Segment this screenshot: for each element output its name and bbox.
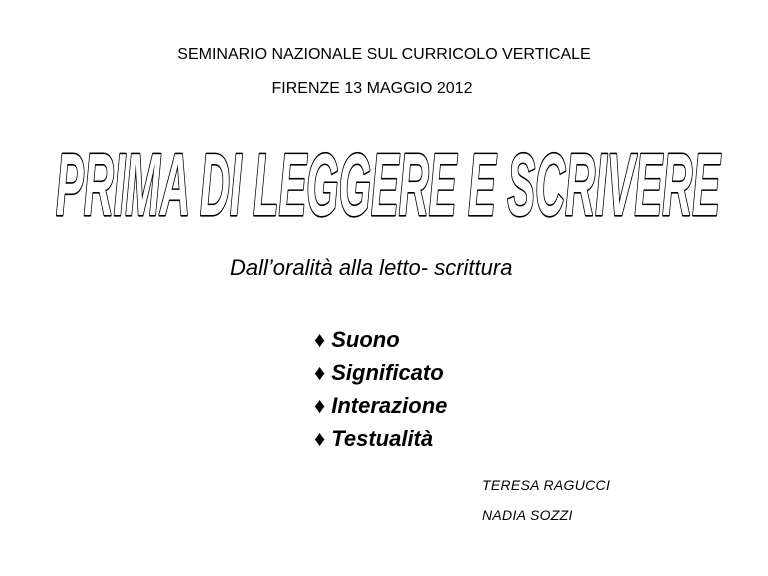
diamond-bullet-icon: ♦ [314,426,326,451]
topic-item-testualita [314,422,447,455]
seminar-title: SEMINARIO NAZIONALE SUL CURRICOLO VERTICALE [177,46,591,63]
diamond-bullet-icon: ♦ [314,360,326,385]
topic-item-suono [314,323,447,356]
main-title-text: PRIMA DI LEGGERE E SCRIVERE [56,135,722,232]
diamond-bullet-icon: ♦ [314,393,326,418]
subtitle: Dall’oralità alla letto- scrittura [230,255,513,280]
topic-label: Significato [331,360,444,385]
topic-label: Suono [331,327,400,352]
main-title [52,132,724,232]
topic-label: Testualità [331,426,434,451]
author-name: NADIA SOZZI [482,507,573,523]
author-name: TERESA RAGUCCI [482,477,611,493]
topic-item-significato [314,356,447,389]
topic-label: Interazione [331,393,448,418]
topic-list [314,323,447,455]
topic-item-interazione [314,389,447,422]
diamond-bullet-icon: ♦ [314,327,326,352]
seminar-date: FIRENZE 13 MAGGIO 2012 [271,80,473,97]
